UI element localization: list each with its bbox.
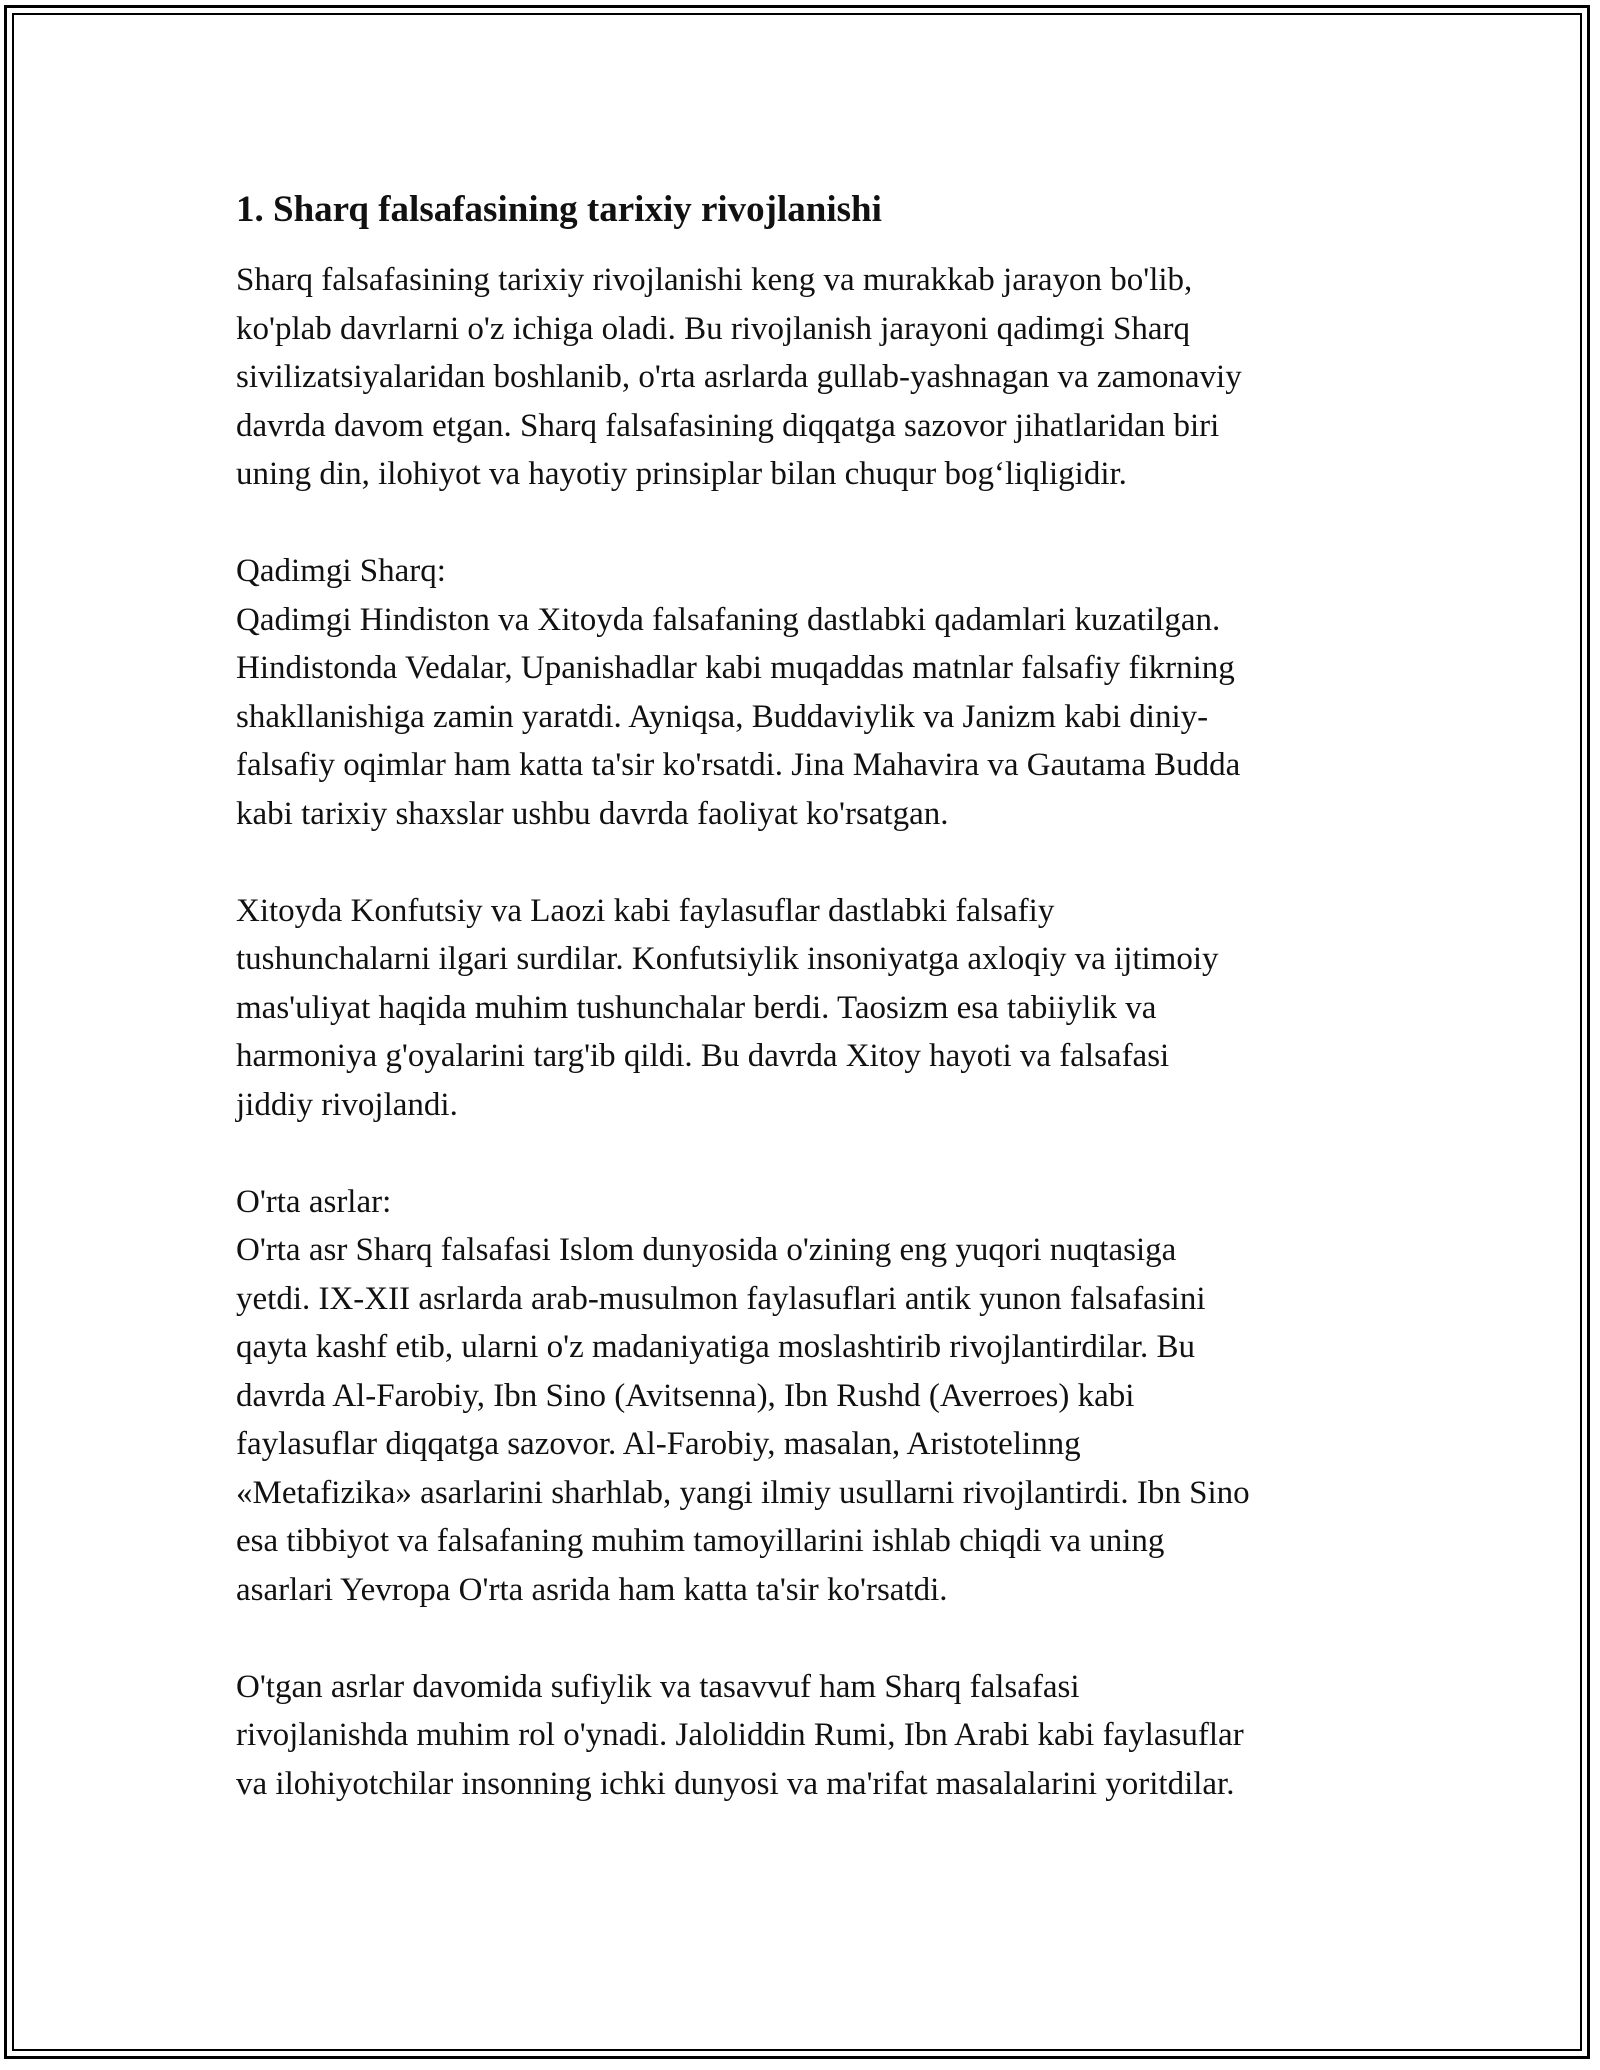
text-line: kabi tarixiy shaxslar ushbu davrda faoliyat ko'rsatgan. — [236, 795, 949, 832]
document-body — [236, 186, 1366, 1808]
intro-paragraph — [236, 256, 1366, 499]
text-line: va ilohiyotchilar insonning ichki dunyosi va ma'rifat masalalarini yoritdilar. — [236, 1765, 1235, 1802]
paragraph-gap — [236, 499, 1366, 548]
subheading-ancient: Qadimgi Sharq: — [236, 553, 446, 589]
text-line: «Metafizika» asarlarini sharhlab, yangi ilmiy usullarni rivojlantirdi. Ibn Sino — [236, 1474, 1250, 1511]
text-line: Sharq falsafasining tarixiy rivojlanishi keng va murakkab jarayon bo'lib, — [236, 262, 1193, 298]
paragraph-gap — [236, 1614, 1366, 1663]
text-line: davrda Al-Farobiy, Ibn Sino (Avitsenna), Ibn Rushd (Averroes) kabi — [236, 1377, 1135, 1414]
paragraph-gap — [236, 1129, 1366, 1178]
text-line: davrda davom etgan. Sharq falsafasining diqqatga sazovor jihatlaridan biri — [236, 407, 1220, 444]
text-line: Hindistonda Vedalar, Upanishadlar kabi muqaddas matnlar falsafiy fikrning — [236, 650, 1235, 686]
text-line: rivojlanishda muhim rol o'ynadi. Jaloliddin Rumi, Ibn Arabi kabi faylasuflar — [236, 1717, 1244, 1753]
text-line: qayta kashf etib, ularni o'z madaniyatiga moslashtirib rivojlantirdilar. Bu — [236, 1329, 1196, 1365]
text-line: O'tgan asrlar davomida sufiylik va tasavvuf ham Sharq falsafasi — [236, 1668, 1080, 1705]
text-line: shakllanishiga zamin yaratdi. Ayniqsa, Buddaviylik va Janizm kabi diniy- — [236, 698, 1209, 735]
text-line: mas'uliyat haqida muhim tushunchalar berdi. Taosizm esa tabiiylik va — [236, 989, 1157, 1026]
paragraph-gap — [236, 838, 1366, 887]
text-line: Qadimgi Hindiston va Xitoyda falsafaning dastlabki qadamlari kuzatilgan. — [236, 601, 1221, 638]
subheading-medieval: O'rta asrlar: — [236, 1183, 392, 1220]
text-line: Xitoyda Konfutsiy va Laozi kabi faylasuflar dastlabki falsafiy — [236, 892, 1055, 929]
text-line: uning din, ilohiyot va hayotiy prinsiplar bilan chuqur bog‘liqligidir. — [236, 456, 1127, 492]
text-line: ko'plab davrlarni o'z ichiga oladi. Bu rivojlanish jarayoni qadimgi Sharq — [236, 310, 1191, 347]
text-line: esa tibbiyot va falsafaning muhim tamoyillarini ishlab chiqdi va uning — [236, 1523, 1165, 1559]
text-line: jiddiy rivojlandi. — [236, 1086, 458, 1123]
text-line: yetdi. IX-XII asrlarda arab-musulmon faylasuflari antik yunon falsafasini — [236, 1280, 1206, 1317]
text-line: O'rta asr Sharq falsafasi Islom dunyosida o'zining eng yuqori nuqtasiga — [236, 1232, 1177, 1268]
text-line: sivilizatsiyalaridan boshlanib, o'rta asrlarda gullab-yashnagan va zamonaviy — [236, 359, 1242, 395]
text-line: faylasuflar diqqatga sazovor. Al-Farobiy, masalan, Aristotelinng — [236, 1426, 1081, 1462]
ancient-india-paragraph — [236, 547, 1366, 838]
ancient-china-paragraph — [236, 887, 1366, 1130]
text-line: asarlari Yevropa O'rta asrida ham katta ta'sir ko'rsatdi. — [236, 1571, 948, 1608]
text-line: harmoniya g'oyalarini targ'ib qildi. Bu davrda Xitoy hayoti va falsafasi — [236, 1038, 1170, 1074]
text-line: falsafiy oqimlar ham katta ta'sir ko'rsatdi. Jina Mahavira va Gautama Budda — [236, 747, 1241, 783]
text-line: tushunchalarni ilgari surdilar. Konfutsiylik insoniyatga axloqiy va ijtimoiy — [236, 941, 1219, 977]
sufism-paragraph — [236, 1663, 1366, 1809]
section-title: 1. Sharq falsafasining tarixiy rivojlanishi — [236, 189, 882, 230]
medieval-paragraph — [236, 1178, 1366, 1615]
